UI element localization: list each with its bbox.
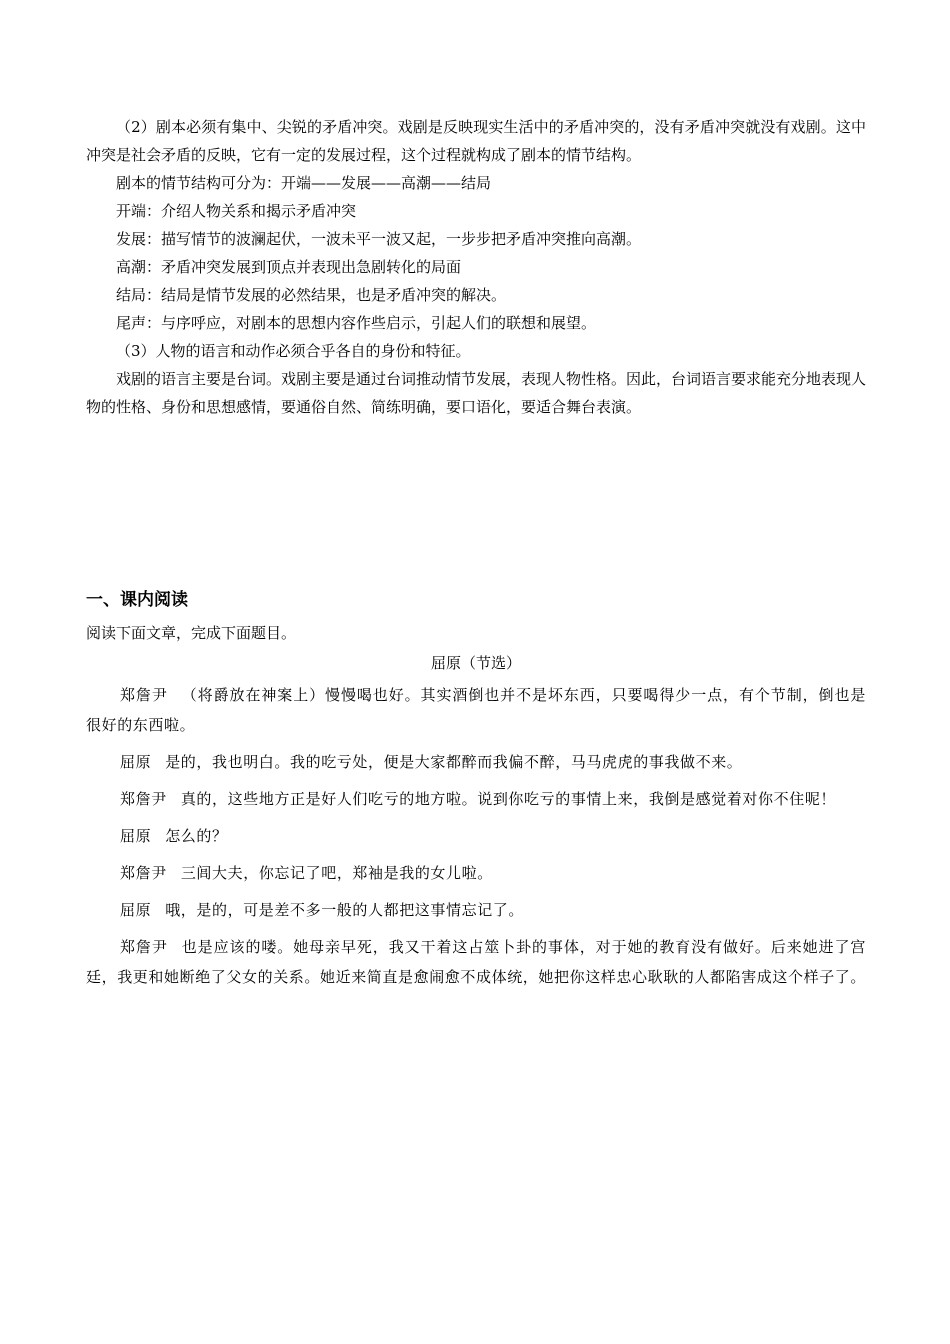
speaker-name: 郑詹尹 xyxy=(120,686,168,704)
speaker-name: 屈原 xyxy=(120,827,152,845)
play-title: 屈原（节选） xyxy=(430,654,521,672)
line-text: 三闾大夫，你忘记了吧，郑袖是我的女儿啦。 xyxy=(180,864,493,882)
dialogue-line xyxy=(86,858,866,888)
line-text: 也是应该的喽。她母亲早死，我又干着这占筮卜卦的事体，对于她的教育没有做好。后来她进了宫廷，我更和她断绝了父女的关系。她近来简直是愈闹愈不成体统，她把你这样忠心耿耿的人都陷害成这个样子了。 xyxy=(86,938,867,986)
paragraph-conflict: （2）剧本必须有集中、尖锐的矛盾冲突。戏剧是反映现实生活中的矛盾冲突的，没有矛盾冲突就没有戏剧。这中冲突是社会矛盾的反映，它有一定的发展过程，这个过程就构成了剧本的情节结构。 xyxy=(86,118,866,164)
reading-section xyxy=(86,586,866,999)
dialogue-line xyxy=(86,747,866,777)
speaker-name: 郑詹尹 xyxy=(120,938,168,956)
section-title: 一、课内阅读 xyxy=(86,590,188,610)
paragraph-lines: 戏剧的语言主要是台词。戏剧主要是通过台词推动情节发展，表现人物性格。因此，台词语言要求能充分地表现人物的性格、身份和思想感情，要通俗自然、简练明确，要口语化，要适合舞台表演。 xyxy=(86,370,867,416)
drama-notes xyxy=(86,113,866,421)
speaker-name: 屈原 xyxy=(120,753,152,771)
dialogue-line xyxy=(86,821,866,851)
dialogue-line xyxy=(86,932,866,992)
paragraph-beginning: 开端：介绍人物关系和揭示矛盾冲突 xyxy=(116,202,357,220)
dialogue-line xyxy=(86,895,866,925)
paragraph-character-language: （3）人物的语言和动作必须合乎各自的身份和特征。 xyxy=(116,342,471,360)
dialogue xyxy=(86,680,866,992)
speaker-name: 郑詹尹 xyxy=(120,864,167,882)
instruction-text: 阅读下面文章，完成下面题目。 xyxy=(86,624,297,642)
line-text: 怎么的？ xyxy=(165,827,228,845)
line-text: （将爵放在神案上）慢慢喝也好。其实酒倒也并不是坏东西，只要喝得少一点，有个节制，倒也是很好的东西啦。 xyxy=(86,686,866,734)
paragraph-ending: 结局：结局是情节发展的必然结果，也是矛盾冲突的解决。 xyxy=(116,286,507,304)
dialogue-line xyxy=(86,680,866,740)
line-text: 哦，是的，可是差不多一般的人都把这事情忘记了。 xyxy=(165,901,525,919)
paragraph-development: 发展：描写情节的波澜起伏，一波未平一波又起，一步步把矛盾冲突推向高潮。 xyxy=(116,230,642,248)
line-text: 真的，这些地方正是好人们吃亏的地方啦。说到你吃亏的事情上来，我倒是感觉着对你不住呢！ xyxy=(180,790,837,808)
speaker-name: 屈原 xyxy=(120,901,152,919)
paragraph-epilogue: 尾声：与序呼应，对剧本的思想内容作些启示，引起人们的联想和展望。 xyxy=(116,314,597,332)
line-text: 是的，我也明白。我的吃亏处，便是大家都醉而我偏不醉，马马虎虎的事我做不来。 xyxy=(165,753,743,771)
paragraph-plot-structure: 剧本的情节结构可分为：开端——发展——高潮——结局 xyxy=(116,174,492,192)
speaker-name: 郑詹尹 xyxy=(120,790,167,808)
dialogue-line xyxy=(86,784,866,814)
paragraph-climax: 高潮：矛盾冲突发展到顶点并表现出急剧转化的局面 xyxy=(116,258,462,276)
